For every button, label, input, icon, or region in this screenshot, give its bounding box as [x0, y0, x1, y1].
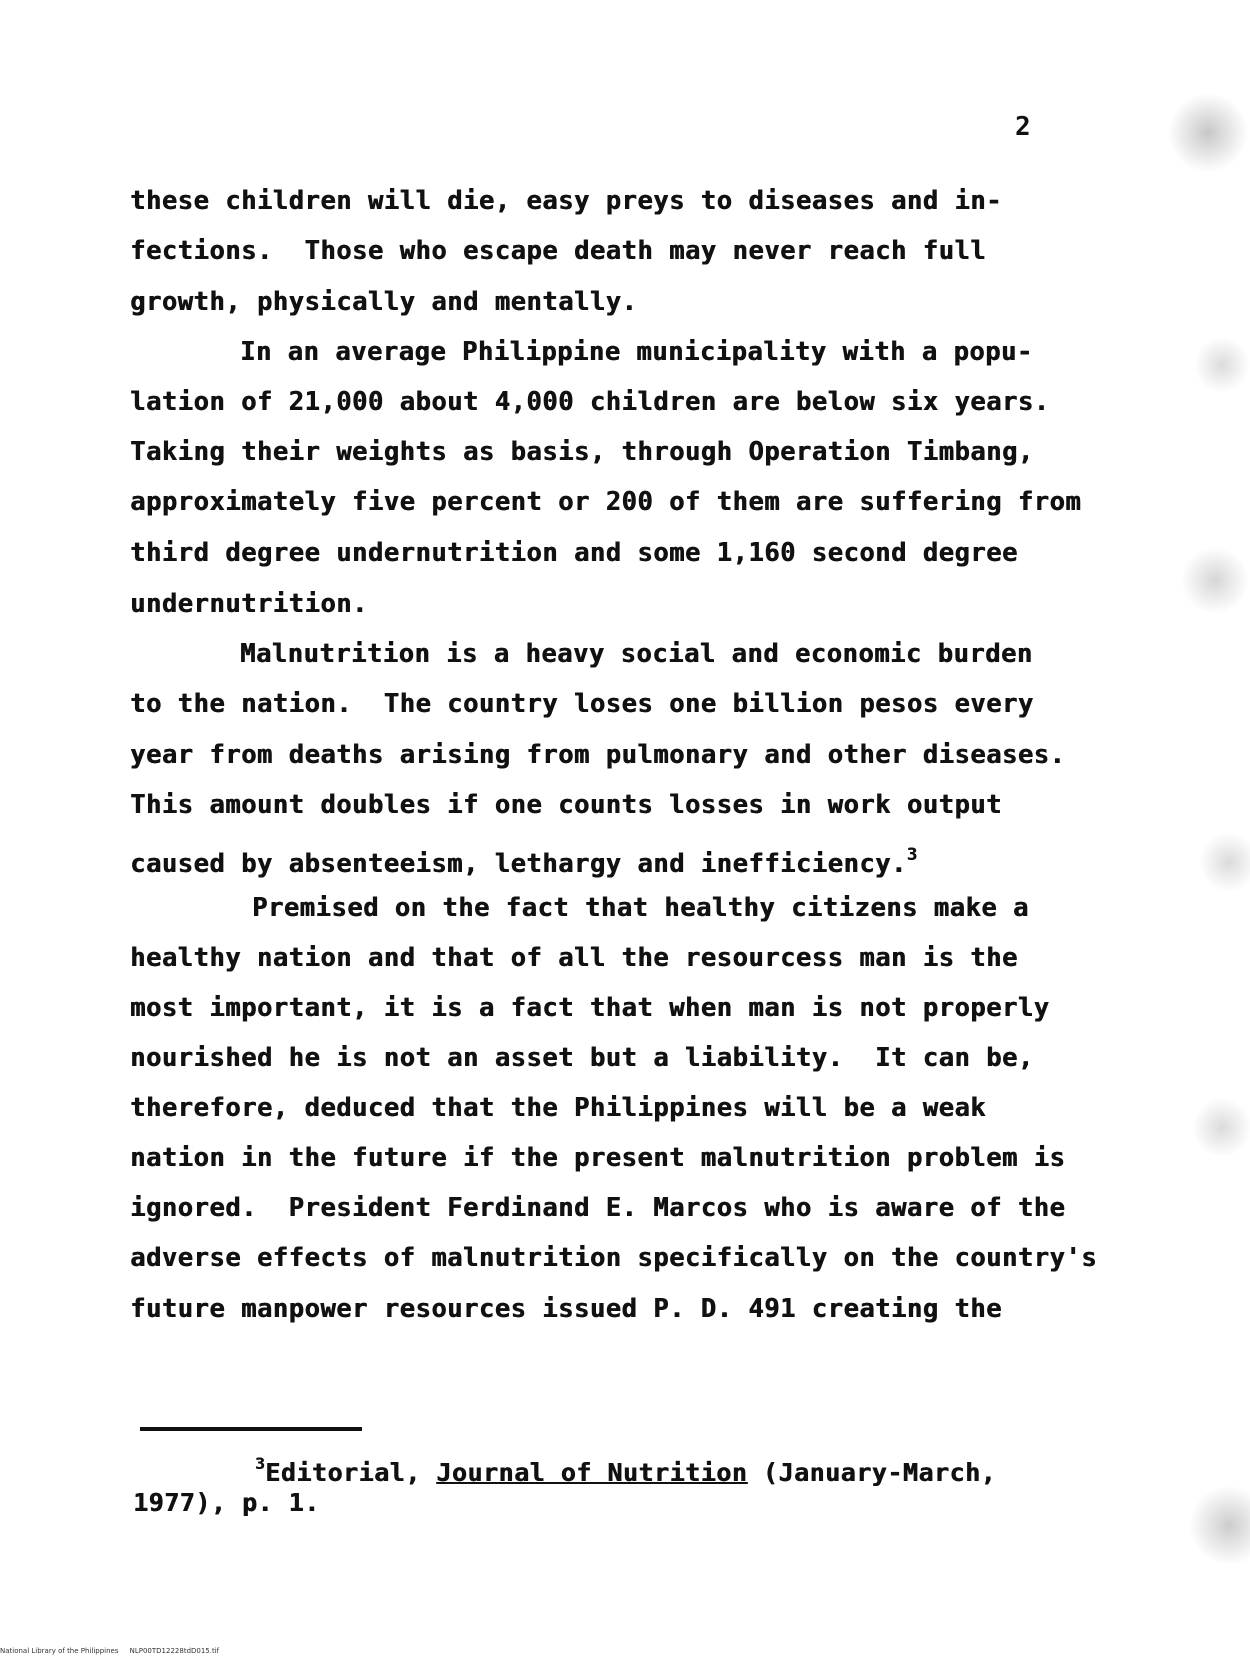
body-line-16: healthy nation and that of all the resourcess man is the [130, 943, 1018, 973]
body-line-14-text: caused by absenteeism, lethargy and inefficiency. [130, 849, 907, 879]
body-line-1: these children will die, easy preys to diseases and in- [130, 186, 1002, 216]
body-line-15: Premised on the fact that healthy citizens make a [252, 893, 1029, 923]
body-line-23: future manpower resources issued P. D. 491 creating the [130, 1294, 1002, 1324]
body-line-3: growth, physically and mentally. [130, 287, 638, 317]
body-line-13: This amount doubles if one counts losses in work output [130, 790, 1002, 820]
body-line-18: nourished he is not an asset but a liability. It can be, [130, 1043, 1034, 1073]
footnote-line-2: 1977), p. 1. [133, 1488, 320, 1517]
footnote-line-1 [255, 1449, 996, 1488]
body-line-5: lation of 21,000 about 4,000 children are below six years. [130, 387, 1050, 417]
body-line-4: In an average Philippine municipality with a popu- [240, 337, 1033, 367]
body-line-8: third degree undernutrition and some 1,160 second degree [130, 538, 1018, 568]
footnote-marker: 3 [255, 1454, 266, 1473]
body-line-7: approximately five percent or 200 of them are suffering from [130, 487, 1082, 517]
body-line-17: most important, it is a fact that when man is not properly [130, 993, 1050, 1023]
footnote-date: (January-March, [747, 1458, 997, 1487]
body-line-14 [130, 840, 918, 879]
body-line-10: Malnutrition is a heavy social and economic burden [240, 639, 1033, 669]
body-line-19: therefore, deduced that the Philippines will be a weak [130, 1093, 987, 1123]
body-line-2: fections. Those who escape death may never reach full [130, 236, 987, 266]
body-line-11: to the nation. The country loses one billion pesos every [130, 689, 1034, 719]
footnote-reference: 3 [906, 845, 918, 865]
footnote-separator [140, 1427, 362, 1431]
body-line-6: Taking their weights as basis, through Operation Timbang, [130, 437, 1034, 467]
archive-caption: National Library of the Philippines NLP00TD12228tdD015.tif [0, 1647, 220, 1655]
scan-edge-noise [1110, 0, 1250, 1658]
body-line-9: undernutrition. [130, 589, 368, 619]
page-number: 2 [1015, 112, 1031, 142]
body-line-20: nation in the future if the present malnutrition problem is [130, 1143, 1066, 1173]
body-line-21: ignored. President Ferdinand E. Marcos who is aware of the [130, 1193, 1066, 1223]
body-line-12: year from deaths arising from pulmonary and other diseases. [130, 740, 1066, 770]
footnote-lead: Editorial, [265, 1458, 437, 1487]
footnote-journal-title: Journal of Nutrition [436, 1458, 748, 1487]
body-line-22: adverse effects of malnutrition specifically on the country's [130, 1243, 1097, 1273]
